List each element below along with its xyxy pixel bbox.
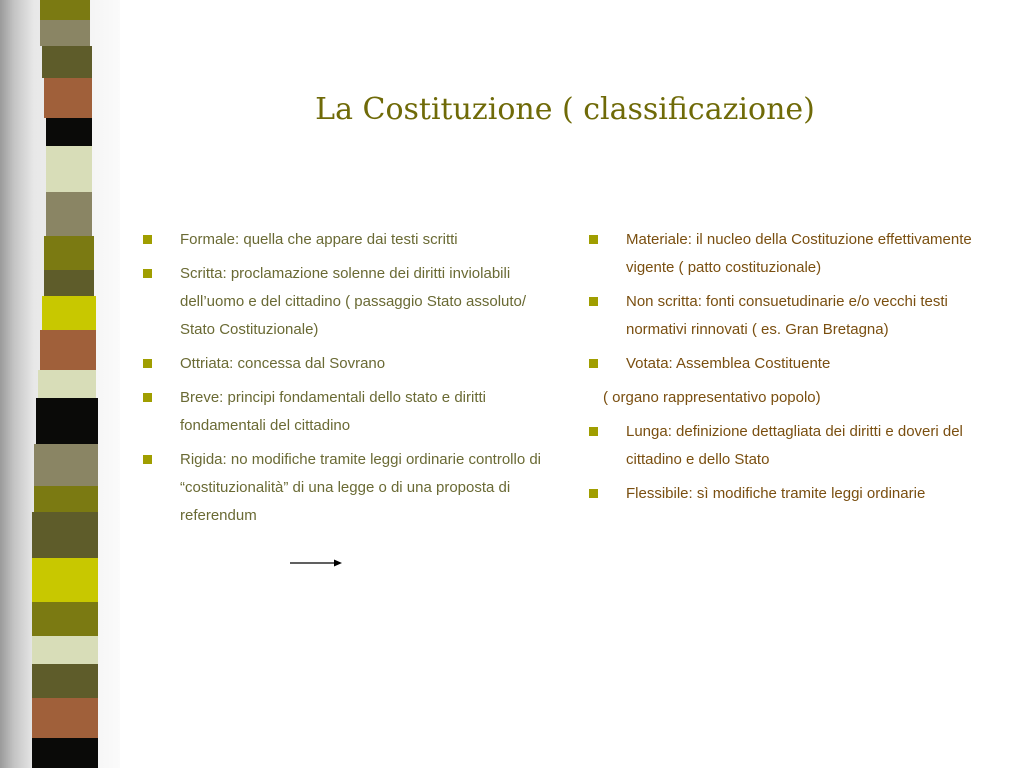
list-item [140, 226, 560, 254]
right-column [586, 226, 996, 514]
decorative-stripe [36, 398, 98, 444]
square-bullet-icon [589, 489, 598, 498]
list-item-text: ( organo rappresentativo popolo) [603, 389, 821, 406]
decorative-stripe [38, 370, 96, 398]
list-item [586, 480, 996, 508]
decorative-stripe [32, 602, 98, 636]
decorative-stripe [40, 330, 96, 370]
list-item [140, 384, 560, 440]
list-item [586, 350, 996, 378]
decorative-stripe [42, 296, 96, 330]
list-item-text: Ottriata: concessa dal Sovrano [180, 355, 386, 372]
list-item [140, 446, 560, 530]
list-item [140, 350, 560, 378]
decorative-stripe [44, 78, 92, 118]
square-bullet-icon [143, 455, 152, 464]
decorative-stripe [34, 486, 98, 512]
arrow-right-icon [290, 557, 346, 569]
decorative-stripe [32, 738, 98, 768]
list-item-text: Non scritta: fonti consuetudinarie e/o vecchi testi normativi rinnovati ( es. Gran Bretagna) [626, 293, 948, 338]
square-bullet-icon [589, 427, 598, 436]
decorative-stripe [46, 118, 92, 146]
decorative-stripe [32, 512, 98, 558]
list-item [586, 418, 996, 474]
square-bullet-icon [143, 269, 152, 278]
square-bullet-icon [589, 297, 598, 306]
slide-title: La Costituzione ( classificazione) [315, 92, 815, 127]
square-bullet-icon [143, 359, 152, 368]
list-item-text: Materiale: il nucleo della Costituzione effettivamente vigente ( patto costituzionale) [626, 231, 972, 276]
square-bullet-icon [589, 235, 598, 244]
decorative-stripe [32, 636, 98, 664]
decorative-stripe [40, 20, 90, 46]
list-item [140, 260, 560, 344]
decorative-stripe [40, 0, 90, 20]
list-item-text: Breve: principi fondamentali dello stato e diritti fondamentali del cittadino [180, 389, 486, 434]
decorative-stripe [46, 146, 92, 192]
decorative-stripe [44, 270, 94, 296]
square-bullet-icon [143, 393, 152, 402]
square-bullet-icon [589, 359, 598, 368]
list-item [586, 226, 996, 282]
decorative-stripe [32, 558, 98, 602]
decorative-stripe [32, 698, 98, 738]
decorative-stripe [32, 664, 98, 698]
list-item-continuation [586, 384, 996, 412]
left-column [140, 226, 560, 536]
decorative-stripe [46, 192, 92, 236]
list-item-text: Lunga: definizione dettagliata dei diritti e doveri del cittadino e dello Stato [626, 423, 963, 468]
list-item-text: Votata: Assemblea Costituente [626, 355, 831, 372]
list-item-text: Rigida: no modifiche tramite leggi ordinarie controllo di “costituzionalità” di una legge o di una proposta di referendum [180, 451, 542, 524]
list-item-text: Scritta: proclamazione solenne dei diritti inviolabili dell’uomo e del cittadino ( passaggio Stato assoluto/ Stato Costituzionale) [180, 265, 527, 338]
decorative-stripe [44, 236, 94, 270]
square-bullet-icon [143, 235, 152, 244]
list-item-text: Flessibile: sì modifiche tramite leggi ordinarie [626, 485, 926, 502]
list-item [586, 288, 996, 344]
list-item-text: Formale: quella che appare dai testi scritti [180, 231, 458, 248]
decorative-stripe [42, 46, 92, 78]
decorative-stripe [34, 444, 98, 486]
